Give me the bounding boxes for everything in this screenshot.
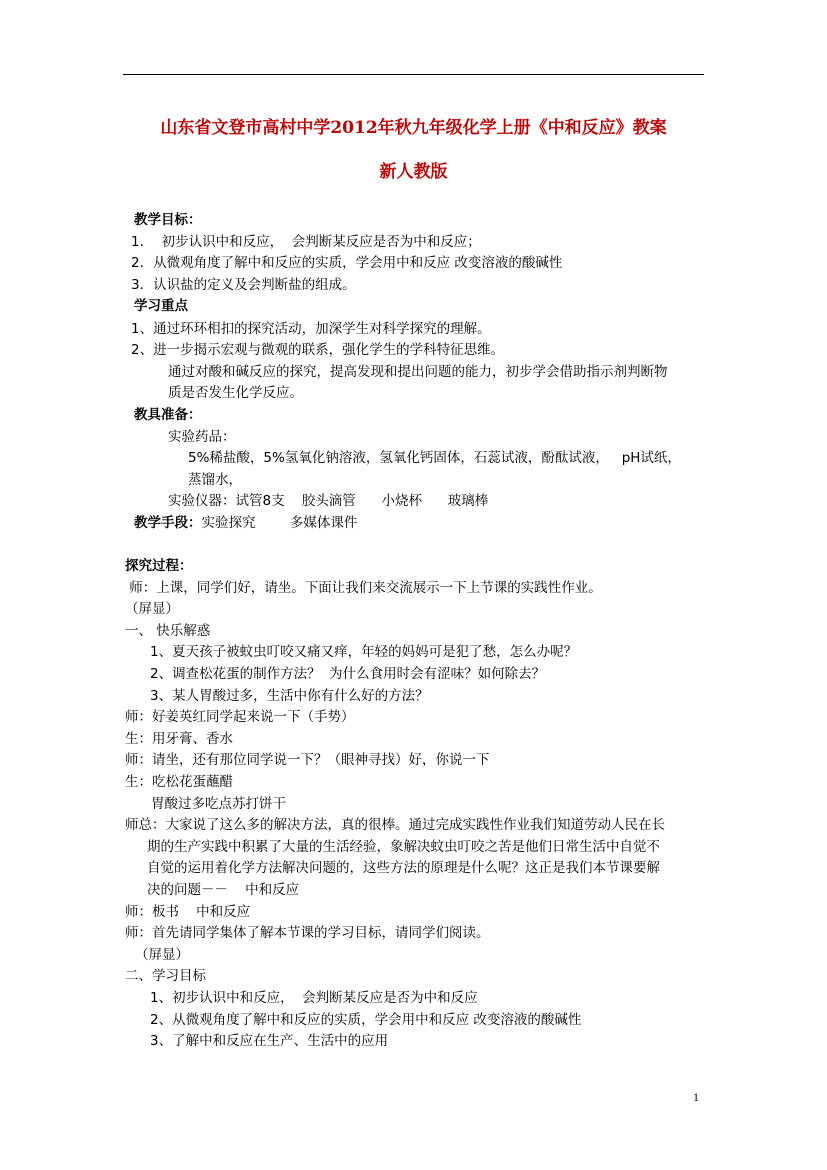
header-rule: [123, 74, 704, 75]
goal-item-1: 1． 初步认识中和反应， 会判断某反应是否为中和反应；: [131, 234, 481, 250]
key-point-paragraph-cont: 质是否发生化学反应。: [168, 385, 303, 401]
dialogue-line: 师：上课，同学们好，请坐。下面让我们来交流展示一下上节课的实践性作业。: [125, 580, 602, 596]
goal-item-2: 2．从微观角度了解中和反应的实质，学会用中和反应 改变溶液的酸碱性: [131, 255, 563, 271]
section-heading-materials: 教具准备：: [134, 407, 202, 423]
teacher-summary-cont: 自觉的运用着化学方法解决问题的，这些方法的原理是什么呢？这正是我们本节课要解: [147, 860, 660, 876]
goal-item-3: 3．认识盐的定义及会判断盐的组成。: [131, 277, 356, 293]
page-number: 1: [693, 1090, 699, 1104]
document-title-line-2: 新人教版: [379, 162, 448, 182]
teaching-means-label: 教学手段：: [134, 515, 202, 531]
teaching-means-value: 实验探究 多媒体课件: [201, 515, 358, 531]
reagents-list: 5%稀盐酸，5%氢氧化钠溶液，氢氧化钙固体，石蕊试液，酚酞试液， pH试纸，: [188, 450, 681, 466]
screen-note: （屏显）: [135, 947, 189, 963]
teacher-summary: 师总：大家说了这么多的解决方法，真的很棒。通过完成实践性作业我们知道劳动人民在长: [125, 817, 665, 833]
section-heading-key-points: 学习重点: [134, 298, 188, 314]
screen-note: （屏显）: [125, 601, 179, 617]
section-heading-process: 探究过程：: [125, 558, 193, 574]
teacher-summary-cont: 期的生产实践中积累了大量的生活经验，象解决蚊虫叮咬之苦是他们日常生活中自觉不: [147, 839, 660, 855]
reagents-list-cont: 蒸馏水，: [188, 472, 242, 488]
objective-item-1: 1、初步认识中和反应， 会判断某反应是否为中和反应: [150, 990, 478, 1006]
objective-item-2: 2、从微观角度了解中和反应的实质，学会用中和反应 改变溶液的酸碱性: [150, 1012, 582, 1028]
instruments-list: 实验仪器：试管8支 胶头滴管 小烧杯 玻璃棒: [168, 493, 489, 509]
dialogue-line: 师：好姜英红同学起来说一下（手势）: [125, 709, 355, 725]
document-title-line-1: 山东省文登市高村中学2012年秋九年级化学上册《中和反应》教案: [160, 118, 667, 138]
question-3: 3、某人胃酸过多，生活中你有什么好的方法？: [150, 688, 429, 704]
subsection-heading-1: 一、 快乐解惑: [125, 623, 211, 639]
key-point-2: 2、进一步揭示宏观与微观的联系，强化学生的学科特征思维。: [131, 342, 505, 358]
key-point-paragraph: 通过对酸和碱反应的探究，提高发现和提出问题的能力，初步学会借助指示剂判断物: [168, 364, 668, 380]
subsection-heading-2: 二、学习目标: [125, 968, 206, 984]
section-heading-teaching-goals: 教学目标：: [134, 212, 202, 228]
dialogue-line: 师：首先请同学集体了解本节课的学习目标，请同学们阅读。: [125, 925, 490, 941]
dialogue-line: 师：板书 中和反应: [125, 904, 251, 920]
question-1: 1、夏天孩子被蚊虫叮咬又痛又痒，年轻的妈妈可是犯了愁，怎么办呢？: [150, 644, 578, 660]
reagents-label: 实验药品：: [168, 429, 236, 445]
teaching-means: [134, 514, 357, 532]
dialogue-line: 生：吃松花蛋蘸醋: [125, 774, 233, 790]
teacher-summary-cont: 决的问题－－ 中和反应: [147, 882, 300, 898]
objective-item-3: 3、了解中和反应在生产、生活中的应用: [150, 1033, 389, 1049]
dialogue-line: 师：请坐，还有那位同学说一下？（眼神寻找）好，你说一下: [125, 752, 490, 768]
question-2: 2、调查松花蛋的制作方法？ 为什么食用时会有涩味？如何除去？: [150, 666, 546, 682]
dialogue-line: 生：用牙膏、香水: [125, 731, 233, 747]
dialogue-line-cont: 胃酸过多吃点苏打饼干: [151, 796, 286, 812]
key-point-1: 1、通过环环相扣的探究活动，加深学生对科学探究的理解。: [131, 321, 491, 337]
